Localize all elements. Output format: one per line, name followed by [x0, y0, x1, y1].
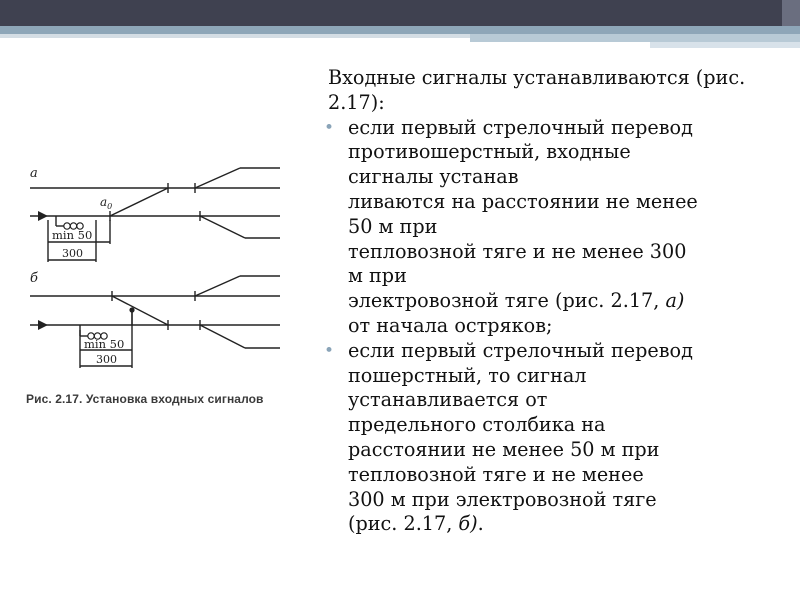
switch-branch — [200, 216, 245, 238]
switch-branch — [200, 325, 245, 348]
decor-stripe — [0, 26, 800, 34]
bullet-line: расстоянии не менее 50 м при — [348, 437, 660, 461]
bullet-line-text: (рис. 2.17, — [348, 512, 459, 536]
min-distance-label: min 50 — [84, 337, 125, 351]
decor-stripe-right-small — [650, 42, 800, 48]
bullet-line: тепловозной тяге и не менее — [348, 462, 644, 486]
figure-caption: Рис. 2.17. Установка входных сигналов — [26, 392, 264, 406]
figure-ref: а) — [665, 289, 685, 313]
bullet-line-text: электровозной тяге (рис. 2.17, — [348, 289, 666, 313]
point-label: $a_0$ — [100, 195, 113, 211]
switch-diverge — [112, 296, 168, 325]
diagram-label-b: б — [30, 271, 38, 286]
bullet-line: сигналы устанав — [348, 165, 519, 189]
diagram-label-a: а — [30, 166, 38, 181]
bullet-line — [348, 289, 790, 314]
bullet-icon: • — [324, 117, 335, 138]
decor-stripe-right — [470, 34, 800, 42]
switch-branch — [195, 276, 240, 296]
bullet-line: тепловозной тяге и не менее 300 — [348, 239, 687, 263]
bullet-icon: • — [324, 340, 335, 361]
bullet-line: если первый стрелочный перевод — [348, 338, 693, 362]
slide-text — [320, 66, 790, 537]
bullet-line: пошерстный, то сигнал — [348, 363, 587, 387]
bullet-line: предельного столбика на — [348, 413, 606, 437]
bullet-item — [320, 116, 790, 339]
bullet-line: если первый стрелочный перевод — [348, 115, 693, 139]
bullet-line-end: . — [477, 512, 484, 536]
bullet-line — [348, 512, 790, 537]
direction-arrow — [38, 320, 48, 330]
track-diagram — [20, 150, 300, 420]
clearance-post-dot — [129, 307, 134, 312]
switch-diverge — [110, 188, 168, 216]
decor-stripe-thin — [0, 34, 470, 38]
bullet-line: от начала остряков; — [348, 313, 553, 337]
bullet-line: 50 м при — [348, 214, 438, 238]
bullet-line: 300 м при электровозной тяге — [348, 487, 657, 511]
bullet-item — [320, 339, 790, 537]
title-bar — [0, 0, 800, 26]
bullet-line: ливаются на расстоянии не менее — [348, 189, 698, 213]
bullet-line: м при — [348, 264, 407, 288]
title-bar-accent — [782, 0, 800, 26]
distance-label: 300 — [62, 247, 83, 260]
bullet-line: устанавливается от — [348, 388, 548, 412]
distance-label: 300 — [96, 353, 117, 366]
switch-branch — [195, 168, 240, 188]
min-distance-label: min 50 — [52, 228, 93, 242]
direction-arrow — [38, 211, 48, 221]
figure-ref: б) — [458, 512, 478, 536]
bullet-line: противошерстный, входные — [348, 140, 631, 164]
intro-text: Входные сигналы устанавливаются (рис. 2.17): — [328, 66, 746, 114]
